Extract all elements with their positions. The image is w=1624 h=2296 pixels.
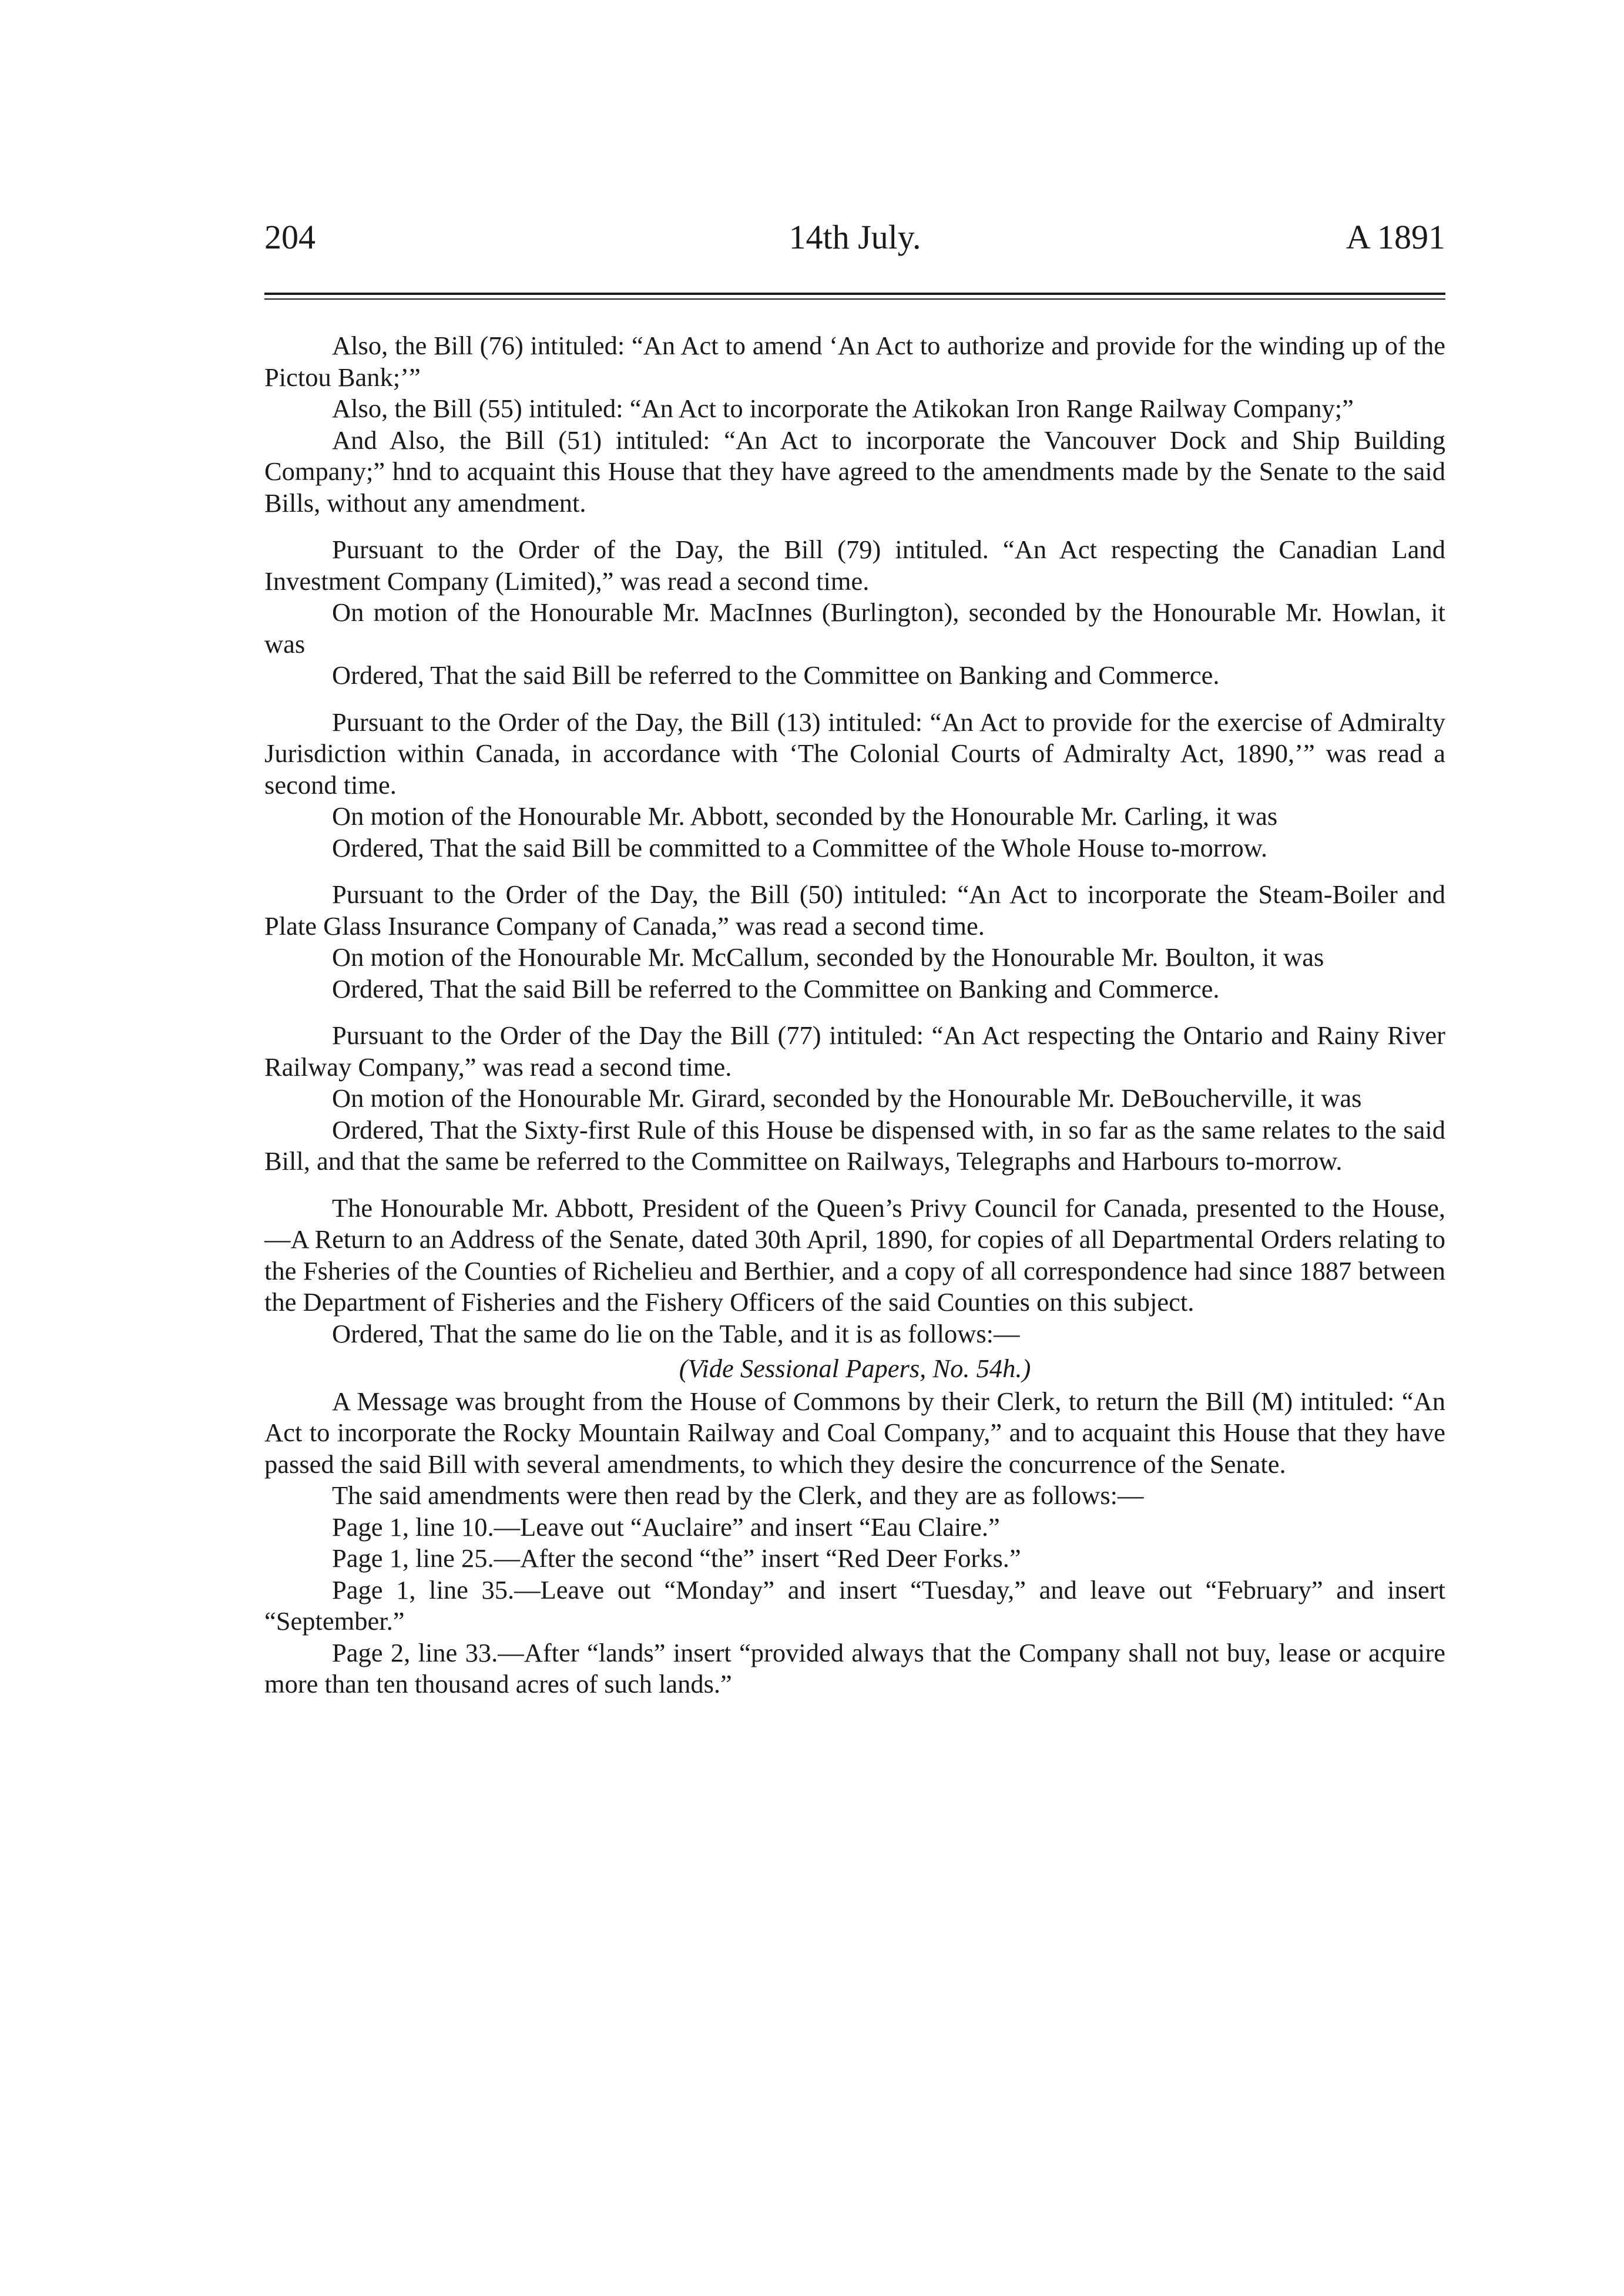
bill-77-motion: On motion of the Honourable Mr. Girard, seconded by the Honourable Mr. DeBoucherville, it was: [332, 1083, 1362, 1113]
bill-13-order: Ordered, That the said Bill be committed to a Committee of the Whole House to-morrow.: [332, 833, 1268, 862]
page-year: A 1891: [1345, 218, 1445, 256]
page-date: 14th July.: [788, 218, 921, 256]
header-rule: [264, 293, 1445, 300]
message-bill-76: Also, the Bill (76) intituled: “An Act to amend ‘An Act to authorize and provide for the winding up of the Pictou Bank;’”: [264, 331, 1445, 392]
bill-79-order: Ordered, That the said Bill be referred to the Committee on Banking and Commerce.: [332, 660, 1220, 690]
journal-page: [264, 217, 1445, 1700]
bill-77-order: Ordered, That the Sixty-first Rule of this House be dispensed with, in so far as the same relates to the said Bill, and that the same be referred to the Committee on Railways, Telegraphs and Harbours to-morrow.: [264, 1115, 1445, 1176]
amendments-intro: The said amendments were then read by the Clerk, and they are as follows:—: [332, 1481, 1144, 1510]
amendment-4: Page 2, line 33.—After “lands” insert “provided always that the Company shall not buy, lease or acquire more than ten thousand acres of such lands.”: [264, 1637, 1445, 1698]
amendment-2: Page 1, line 25.—After the second “the” insert “Red Deer Forks.”: [332, 1543, 1021, 1573]
bill-50-motion: On motion of the Honourable Mr. McCallum, seconded by the Honourable Mr. Boulton, it was: [332, 942, 1324, 972]
page-body: [264, 330, 1445, 1700]
sessional-papers-ref: (Vide Sessional Papers, No. 54h.): [679, 1354, 1031, 1383]
bill-79-reading: Pursuant to the Order of the Day, the Bill (79) intituled. “An Act respecting the Canadian Land Investment Company (Limited),” was read a second time.: [264, 535, 1445, 596]
return-order: Ordered, That the same do lie on the Table, and it is as follows:—: [332, 1318, 1020, 1348]
page-number: 204: [264, 218, 316, 256]
bill-50-reading: Pursuant to the Order of the Day, the Bill (50) intituled: “An Act to incorporate the Steam-Boiler and Plate Glass Insurance Company of Canada,” was read a second time.: [264, 880, 1445, 941]
message-bill-51: And Also, the Bill (51) intituled: “An Act to incorporate the Vancouver Dock and Ship Building Company;” hnd to acquaint this House that they have agreed to the amendments made by the Senate to the said Bills, without any amendment.: [264, 425, 1445, 518]
bill-13-reading: Pursuant to the Order of the Day, the Bill (13) intituled: “An Act to provide for the exercise of Admiralty Jurisdiction within Canada, in accordance with ‘The Colonial Courts of Admiralty Act, 1890,’” was read a second time.: [264, 707, 1445, 800]
message-bill-55: Also, the Bill (55) intituled: “An Act to incorporate the Atikokan Iron Range Railway Company;”: [332, 394, 1354, 423]
bill-77-reading: Pursuant to the Order of the Day the Bill (77) intituled: “An Act respecting the Ontario and Rainy River Railway Company,” was read a second time.: [264, 1021, 1445, 1082]
bill-50-order: Ordered, That the said Bill be referred to the Committee on Banking and Commerce.: [332, 974, 1220, 1003]
return-presented: The Honourable Mr. Abbott, President of the Queen’s Privy Council for Canada, presented to the House,—A Return to an Address of the Senate, dated 30th April, 1890, for copies of all Departmental Orders relating to the Fsheries of the Counties of Richelieu and Berthier, and a copy of all correspondence had since 1887 between the Department of Fisheries and the Fishery Officers of the said Counties on this subject.: [264, 1193, 1445, 1317]
page-header: [264, 217, 1445, 276]
bill-13-motion: On motion of the Honourable Mr. Abbott, seconded by the Honourable Mr. Carling, it was: [332, 801, 1278, 831]
amendment-3: Page 1, line 35.—Leave out “Monday” and insert “Tuesday,” and leave out “February” and insert “September.”: [264, 1575, 1445, 1636]
bill-79-motion: On motion of the Honourable Mr. MacInnes (Burlington), seconded by the Honourable Mr. Howlan, it was: [264, 598, 1445, 659]
message-bill-m: A Message was brought from the House of Commons by their Clerk, to return the Bill (M) intituled: “An Act to incorporate the Rocky Mountain Railway and Coal Company,” and to acquaint this House that they have passed the said Bill with several amendments, to which they desire the concurrence of the Senate.: [264, 1386, 1445, 1479]
amendment-1: Page 1, line 10.—Leave out “Auclaire” and insert “Eau Claire.”: [332, 1512, 1000, 1542]
